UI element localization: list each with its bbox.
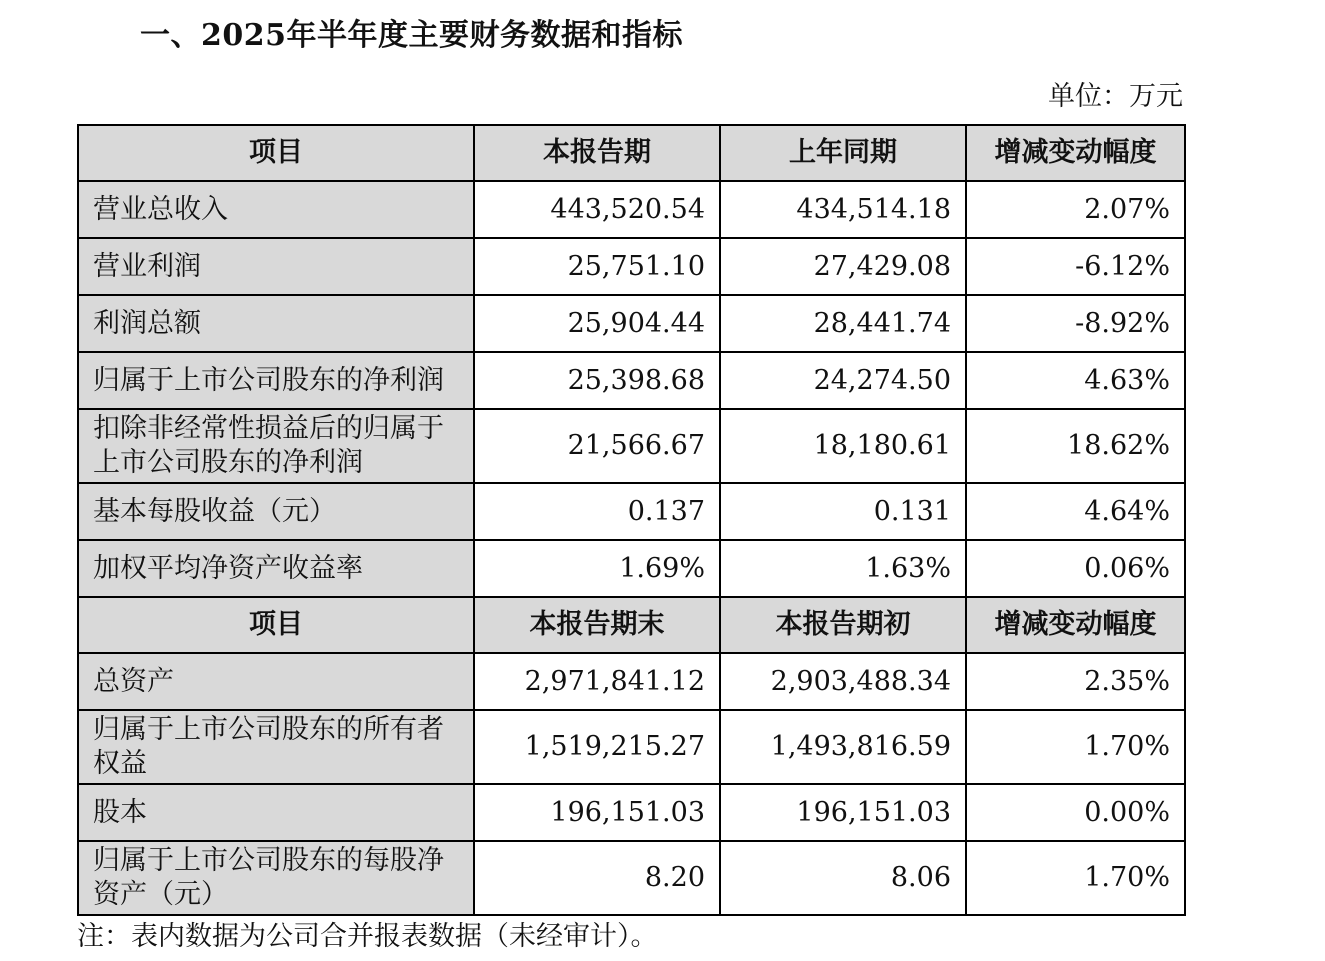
- row-label: 归属于上市公司股东的所有者权益: [78, 710, 474, 784]
- change-value: 18.62%: [966, 409, 1185, 483]
- column-header: 上年同期: [720, 125, 966, 181]
- row-label: 营业利润: [78, 238, 474, 295]
- change-value: 0.00%: [966, 784, 1185, 841]
- prior-value: 1.63%: [720, 540, 966, 597]
- current-value: 196,151.03: [474, 784, 720, 841]
- current-value: 21,566.67: [474, 409, 720, 483]
- prior-value: 24,274.50: [720, 352, 966, 409]
- change-value: -6.12%: [966, 238, 1185, 295]
- table-footnote: 注：表内数据为公司合并报表数据（未经审计）。: [77, 921, 658, 952]
- column-header: 项目: [78, 125, 474, 181]
- row-label: 归属于上市公司股东的净利润: [78, 352, 474, 409]
- row-label: 扣除非经常性损益后的归属于上市公司股东的净利润: [78, 409, 474, 483]
- column-header: 增减变动幅度: [966, 597, 1185, 653]
- column-header: 本报告期初: [720, 597, 966, 653]
- prior-value: 18,180.61: [720, 409, 966, 483]
- current-value: 0.137: [474, 483, 720, 540]
- column-header: 项目: [78, 597, 474, 653]
- table-row: [78, 841, 1185, 915]
- row-label: 加权平均净资产收益率: [78, 540, 474, 597]
- change-value: 4.63%: [966, 352, 1185, 409]
- prior-value: 0.131: [720, 483, 966, 540]
- table-row: [78, 409, 1185, 483]
- table-row: [78, 540, 1185, 597]
- row-label: 股本: [78, 784, 474, 841]
- prior-value: 27,429.08: [720, 238, 966, 295]
- row-label: 利润总额: [78, 295, 474, 352]
- table-header-row: [78, 125, 1185, 181]
- financial-data-table: [77, 124, 1186, 916]
- row-label: 营业总收入: [78, 181, 474, 238]
- change-value: 2.07%: [966, 181, 1185, 238]
- change-value: 2.35%: [966, 653, 1185, 710]
- row-label: 总资产: [78, 653, 474, 710]
- change-value: 1.70%: [966, 710, 1185, 784]
- current-value: 25,751.10: [474, 238, 720, 295]
- current-value: 1.69%: [474, 540, 720, 597]
- prior-value: 8.06: [720, 841, 966, 915]
- page-title: 一、2025年半年度主要财务数据和指标: [140, 18, 683, 53]
- current-value: 25,398.68: [474, 352, 720, 409]
- table-row: [78, 295, 1185, 352]
- unit-label: 单位：万元: [1048, 81, 1183, 112]
- column-header: 增减变动幅度: [966, 125, 1185, 181]
- change-value: 0.06%: [966, 540, 1185, 597]
- table-row: [78, 181, 1185, 238]
- current-value: 443,520.54: [474, 181, 720, 238]
- table-header-row: [78, 597, 1185, 653]
- column-header: 本报告期: [474, 125, 720, 181]
- prior-value: 28,441.74: [720, 295, 966, 352]
- prior-value: 2,903,488.34: [720, 653, 966, 710]
- table-row: [78, 710, 1185, 784]
- table-row: [78, 352, 1185, 409]
- prior-value: 196,151.03: [720, 784, 966, 841]
- change-value: 1.70%: [966, 841, 1185, 915]
- table-row: [78, 653, 1185, 710]
- row-label: 基本每股收益（元）: [78, 483, 474, 540]
- current-value: 1,519,215.27: [474, 710, 720, 784]
- change-value: 4.64%: [966, 483, 1185, 540]
- current-value: 8.20: [474, 841, 720, 915]
- current-value: 2,971,841.12: [474, 653, 720, 710]
- change-value: -8.92%: [966, 295, 1185, 352]
- column-header: 本报告期末: [474, 597, 720, 653]
- prior-value: 434,514.18: [720, 181, 966, 238]
- table-row: [78, 784, 1185, 841]
- row-label: 归属于上市公司股东的每股净资产（元）: [78, 841, 474, 915]
- prior-value: 1,493,816.59: [720, 710, 966, 784]
- current-value: 25,904.44: [474, 295, 720, 352]
- table-row: [78, 483, 1185, 540]
- table-row: [78, 238, 1185, 295]
